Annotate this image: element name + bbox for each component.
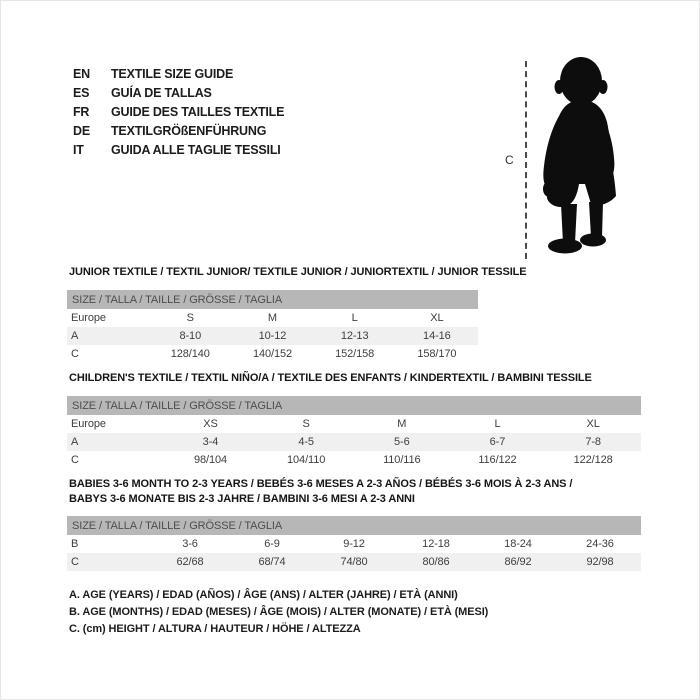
table-row	[67, 327, 478, 345]
lang-row-de	[73, 122, 284, 141]
table-row	[67, 535, 641, 553]
size-cell: 14-16	[423, 330, 451, 342]
size-cell: M	[267, 312, 277, 324]
table-row	[67, 345, 478, 363]
size-cell: 116/122	[478, 454, 517, 466]
row-label: C	[71, 454, 79, 466]
legend-notes	[69, 587, 488, 638]
title-line: CHILDREN'S TEXTILE / TEXTIL NIÑO/A / TEXTILE DES ENFANTS / KINDERTEXTIL / BAMBINI TESSILE	[69, 372, 592, 384]
size-cell: 92/98	[586, 556, 614, 568]
lang-label: TEXTILGRÖßENFÜHRUNG	[111, 124, 267, 138]
size-cell: 8-10	[179, 330, 202, 342]
size-cell: XL	[430, 312, 444, 324]
lang-label: GUIDE DES TAILLES TEXTILE	[111, 105, 285, 119]
junior-size-table	[67, 290, 478, 363]
size-cell: 74/80	[340, 556, 368, 568]
size-cell: 10-12	[258, 330, 287, 342]
size-cell: 3-6	[182, 538, 198, 550]
lang-row-es	[73, 84, 284, 103]
lang-code: IT	[73, 143, 84, 157]
size-cell: L	[494, 418, 501, 430]
size-cell: 86/92	[504, 556, 532, 568]
language-title-list	[73, 65, 284, 160]
row-label: B	[71, 538, 79, 550]
children-table-title	[69, 371, 592, 386]
size-cell: XL	[586, 418, 600, 430]
lang-row-en	[73, 65, 284, 84]
lang-row-it	[73, 141, 284, 160]
size-cell: 110/116	[383, 454, 421, 466]
size-cell: 68/74	[258, 556, 286, 568]
table-row	[67, 451, 641, 469]
children-size-table	[67, 396, 641, 469]
row-label: C	[71, 556, 79, 568]
lang-code: FR	[73, 105, 90, 119]
size-cell: 6-7	[489, 436, 506, 448]
size-cell: 128/140	[170, 348, 210, 360]
size-cell: 9-12	[343, 538, 365, 550]
size-cell: S	[302, 418, 310, 430]
row-label: A	[71, 436, 79, 448]
size-cell: XS	[203, 418, 218, 430]
size-cell: 12-13	[340, 330, 369, 342]
row-label: Europe	[71, 312, 106, 324]
table-row	[67, 433, 641, 451]
size-cell: S	[186, 312, 194, 324]
lang-label: GUÍA DE TALLAS	[111, 86, 212, 100]
lang-code: ES	[73, 86, 90, 100]
size-cell: 104/110	[287, 454, 326, 466]
size-cell: 98/104	[193, 454, 227, 466]
size-cell: 62/68	[176, 556, 204, 568]
size-cell: 152/158	[335, 348, 375, 360]
size-cell: 7-8	[585, 436, 601, 448]
size-cell: 80/86	[422, 556, 450, 568]
lang-row-fr	[73, 103, 284, 122]
size-cell: 122/128	[573, 454, 613, 466]
size-cell: 158/170	[417, 348, 457, 360]
junior-table-title	[69, 265, 527, 280]
size-table-header: SIZE / TALLA / TAILLE / GRÖSSE / TAGLIA	[67, 516, 641, 535]
note-c: C. (cm) HEIGHT / ALTURA / HAUTEUR / HÖHE / ALTEZZA	[69, 623, 361, 635]
lang-label: TEXTILE SIZE GUIDE	[111, 67, 234, 81]
row-label: A	[71, 330, 79, 342]
size-cell: 4-5	[298, 436, 314, 448]
height-measure-label: C	[505, 153, 514, 167]
size-cell: 18-24	[504, 538, 532, 550]
size-table-header: SIZE / TALLA / TAILLE / GRÖSSE / TAGLIA	[67, 290, 478, 309]
size-cell: 140/152	[252, 348, 292, 360]
note-a: A. AGE (YEARS) / EDAD (AÑOS) / ÂGE (ANS) / ALTER (JAHRE) / ETÀ (ANNI)	[69, 589, 458, 601]
baby-silhouette-icon	[533, 55, 629, 257]
lang-label: GUIDA ALLE TAGLIE TESSILI	[111, 143, 281, 157]
row-label: Europe	[71, 418, 106, 430]
size-cell: 24-36	[586, 538, 614, 550]
babies-table-title	[69, 477, 572, 507]
size-cell: 3-4	[202, 436, 219, 448]
table-row	[67, 309, 478, 327]
lang-code: EN	[73, 67, 90, 81]
table-row	[67, 415, 641, 433]
size-cell: 12-18	[422, 538, 450, 550]
size-cell: 6-9	[264, 538, 280, 550]
lang-code: DE	[73, 124, 90, 138]
row-label: C	[71, 348, 79, 360]
size-cell: L	[351, 312, 358, 324]
table-row	[67, 553, 641, 571]
title-line: BABIES 3-6 MONTH TO 2-3 YEARS / BEBÉS 3-6 MESES A 2-3 AÑOS / BÉBÉS 3-6 MOIS À 2-3 ANS /	[69, 478, 573, 490]
height-measure-dashed-line	[525, 61, 527, 259]
size-cell: 5-6	[393, 436, 410, 448]
note-b: B. AGE (MONTHS) / EDAD (MESES) / ÂGE (MOIS) / ALTER (MONATE) / ETÀ (MESI)	[69, 606, 489, 618]
size-table-header: SIZE / TALLA / TAILLE / GRÖSSE / TAGLIA	[67, 396, 641, 415]
title-line: JUNIOR TEXTILE / TEXTIL JUNIOR/ TEXTILE JUNIOR / JUNIORTEXTIL / JUNIOR TESSILE	[69, 266, 527, 278]
babies-size-table	[67, 516, 641, 571]
title-line: BABYS 3-6 MONATE BIS 2-3 JAHRE / BAMBINI 3-6 MESI A 2-3 ANNI	[69, 493, 415, 505]
size-cell: M	[397, 418, 407, 430]
